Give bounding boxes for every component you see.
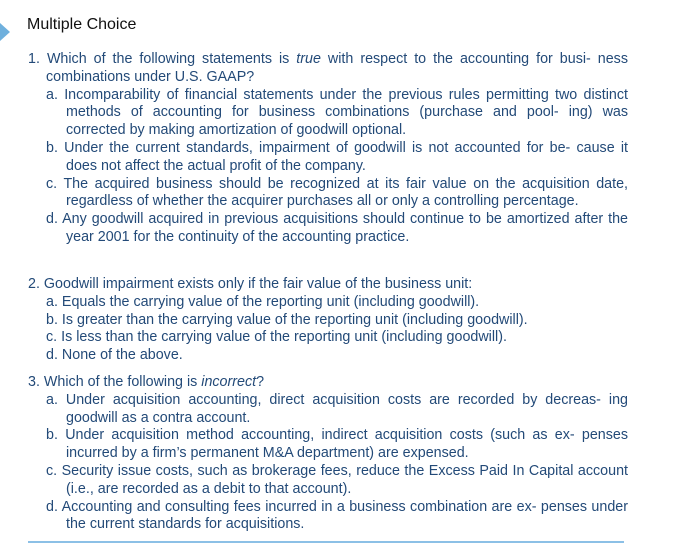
stem-text-after: ? [256,374,265,390]
stem-text: Goodwill impairment exists only if the fair value of the business unit: [43,276,473,292]
option-letter: d. [46,347,58,364]
question-3 [28,374,628,534]
option-text: None of the above. [61,347,183,364]
question-stem [28,374,628,392]
stem-text-after: with respect to the accounting for busi- ness combinations under U.S. GAAP? [46,51,628,85]
section-heading: Multiple Choice [27,16,137,33]
option-letter: b. [46,427,58,444]
option-text: Incomparability of financial statements under the previous rules permitting two distinct methods of accounting for business combinations (purchase and pool- ing) was corrected by making amortization of goodwill optional. [64,86,628,139]
option-text: The acquired business should be recognized at its fair value on the acquisition date, regardless of whether the acquirer purchases all or only a controlling percentage. [63,175,629,210]
option-c[interactable] [28,176,628,212]
option-text: Under acquisition method accounting, indirect acquisition costs (such as ex- penses incurred by a firm’s permanent M&A department) are expensed. [65,427,628,462]
option-a[interactable] [28,392,628,428]
option-b[interactable] [28,312,628,330]
question-1 [28,51,628,247]
option-letter: d. [46,498,58,515]
stem-text: Which of the following is [43,374,202,390]
option-b[interactable] [28,140,628,176]
option-c[interactable] [28,329,628,347]
option-a[interactable] [28,87,628,140]
option-text: Is less than the carrying value of the reporting unit (including goodwill). [61,329,507,346]
option-text: Under the current standards, impairment of goodwill is not accounted for be- cause it does not affect the actual profit of the company. [64,139,628,174]
question-2 [28,276,628,365]
option-a[interactable] [28,294,628,312]
bottom-divider [28,541,624,543]
option-text: Accounting and consulting fees incurred in a business combination are ex- penses under the current standards for acquisitions. [61,498,628,533]
question-stem [28,51,628,87]
option-letter: a. [46,391,58,408]
stem-emphasis: true [296,51,321,67]
option-letter: c. [46,462,58,479]
option-letter: b. [46,139,58,156]
option-d[interactable] [28,347,628,365]
option-text: Any goodwill acquired in previous acquisitions should continue to be amortized after the year 2001 for the continuity of the accounting practice. [62,211,629,245]
question-number: 2. [28,276,40,292]
option-letter: d. [46,211,58,228]
question-number: 3. [28,374,40,390]
section-marker-arrow-icon [0,23,10,41]
option-d[interactable] [28,211,628,247]
option-letter: c. [46,329,58,346]
option-text: Under acquisition accounting, direct acquisition costs are recorded by decreas- ing goodwill as a contra account. [65,391,628,426]
stem-emphasis: incorrect [201,374,257,390]
option-c[interactable] [28,463,628,499]
option-letter: a. [46,293,58,310]
question-stem [28,276,628,294]
question-number: 1. [28,51,40,67]
option-b[interactable] [28,427,628,463]
option-letter: b. [46,311,58,328]
option-letter: a. [46,86,58,103]
option-text: Equals the carrying value of the reporting unit (including goodwill). [61,293,480,310]
option-letter: c. [46,175,58,192]
option-text: Is greater than the carrying value of the reporting unit (including goodwill). [61,311,528,328]
option-d[interactable] [28,499,628,535]
stem-text: Which of the following statements is [46,51,297,67]
option-text: Security issue costs, such as brokerage fees, reduce the Excess Paid In Capital account (i.e., are recorded as a debit to that account). [61,462,628,497]
